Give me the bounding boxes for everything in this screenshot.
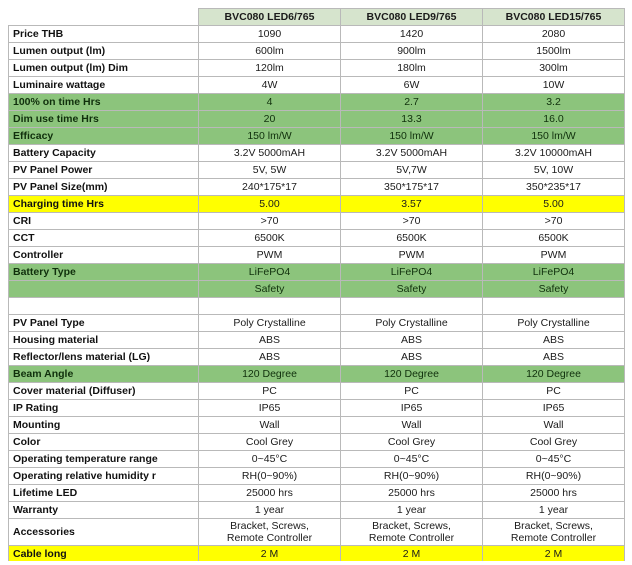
row-value: 25000 hrs xyxy=(341,485,483,502)
row-value: IP65 xyxy=(341,400,483,417)
row-label: Operating temperature range xyxy=(9,451,199,468)
row-value: 0~45°C xyxy=(341,451,483,468)
row-value: 1090 xyxy=(199,26,341,43)
row-value: 6W xyxy=(341,77,483,94)
row-value: 600lm xyxy=(199,43,341,60)
row-value: IP65 xyxy=(483,400,625,417)
row-value: LiFePO4 xyxy=(483,264,625,281)
table-row xyxy=(9,349,625,366)
table-row xyxy=(9,196,625,213)
table-header xyxy=(9,9,625,26)
table-row xyxy=(9,298,625,315)
row-value: 0~45°C xyxy=(199,451,341,468)
row-value: 120 Degree xyxy=(199,366,341,383)
row-value: 3.2 xyxy=(483,94,625,111)
bottom-strip xyxy=(0,561,632,565)
column-header-2: BVC080 LED9/765 xyxy=(341,9,483,26)
table-row xyxy=(9,77,625,94)
table-row xyxy=(9,502,625,519)
table-row xyxy=(9,281,625,298)
row-label: PV Panel Type xyxy=(9,315,199,332)
row-value: 5.00 xyxy=(199,196,341,213)
row-value: 2080 xyxy=(483,26,625,43)
table-row xyxy=(9,366,625,383)
row-value: 3.2V 5000mAH xyxy=(341,145,483,162)
row-value: 350*175*17 xyxy=(341,179,483,196)
row-label: Cable long xyxy=(9,546,199,563)
column-header-3: BVC080 LED15/765 xyxy=(483,9,625,26)
row-value: >70 xyxy=(341,213,483,230)
row-value: PWM xyxy=(341,247,483,264)
row-value: IP65 xyxy=(199,400,341,417)
row-value: 6500K xyxy=(483,230,625,247)
row-label: Accessories xyxy=(9,519,199,546)
row-value: 5V, 10W xyxy=(483,162,625,179)
row-value: Safety xyxy=(341,281,483,298)
row-value: 3.2V 5000mAH xyxy=(199,145,341,162)
row-label: IP Rating xyxy=(9,400,199,417)
row-label: Price THB xyxy=(9,26,199,43)
row-value: 1420 xyxy=(341,26,483,43)
row-value: RH(0~90%) xyxy=(199,468,341,485)
row-value: 2 M xyxy=(341,546,483,563)
row-value: PC xyxy=(341,383,483,400)
row-value: LiFePO4 xyxy=(341,264,483,281)
table-row xyxy=(9,485,625,502)
table-header-row xyxy=(9,9,625,26)
row-value: 25000 hrs xyxy=(483,485,625,502)
row-value: 25000 hrs xyxy=(199,485,341,502)
row-value: PWM xyxy=(199,247,341,264)
table-row xyxy=(9,434,625,451)
row-value: ABS xyxy=(341,349,483,366)
row-value: PWM xyxy=(483,247,625,264)
row-value: RH(0~90%) xyxy=(341,468,483,485)
spec-sheet xyxy=(0,8,632,565)
table-row xyxy=(9,179,625,196)
row-value: 900lm xyxy=(341,43,483,60)
row-value: 1 year xyxy=(483,502,625,519)
row-value: 120 Degree xyxy=(483,366,625,383)
table-row xyxy=(9,451,625,468)
table-row xyxy=(9,128,625,145)
row-value: 4W xyxy=(199,77,341,94)
row-label: PV Panel Size(mm) xyxy=(9,179,199,196)
row-label: Controller xyxy=(9,247,199,264)
row-value: 120lm xyxy=(199,60,341,77)
row-value: 5.00 xyxy=(483,196,625,213)
table-row xyxy=(9,264,625,281)
row-label: CRI xyxy=(9,213,199,230)
row-value: ABS xyxy=(483,332,625,349)
row-label: PV Panel Power xyxy=(9,162,199,179)
row-label xyxy=(9,298,199,315)
row-value: Wall xyxy=(483,417,625,434)
row-value: Cool Grey xyxy=(483,434,625,451)
row-value: 0~45°C xyxy=(483,451,625,468)
table-row xyxy=(9,400,625,417)
row-value: Poly Crystalline xyxy=(199,315,341,332)
table-row xyxy=(9,111,625,128)
row-value: 16.0 xyxy=(483,111,625,128)
specification-table xyxy=(8,8,625,563)
table-row xyxy=(9,417,625,434)
row-value: RH(0~90%) xyxy=(483,468,625,485)
row-value: ABS xyxy=(483,349,625,366)
row-value: Bracket, Screws, Remote Controller xyxy=(341,519,483,546)
table-row xyxy=(9,230,625,247)
table-row xyxy=(9,519,625,546)
row-value: 150 lm/W xyxy=(199,128,341,145)
row-value: PC xyxy=(483,383,625,400)
row-label: CCT xyxy=(9,230,199,247)
row-value: 240*175*17 xyxy=(199,179,341,196)
column-header-1: BVC080 LED6/765 xyxy=(199,9,341,26)
table-row xyxy=(9,383,625,400)
row-value: Cool Grey xyxy=(199,434,341,451)
row-value: ABS xyxy=(199,349,341,366)
row-value: 300lm xyxy=(483,60,625,77)
table-row xyxy=(9,60,625,77)
row-value: Poly Crystalline xyxy=(483,315,625,332)
row-value: 3.57 xyxy=(341,196,483,213)
row-value: 120 Degree xyxy=(341,366,483,383)
row-label: Charging time Hrs xyxy=(9,196,199,213)
row-value: Safety xyxy=(483,281,625,298)
table-row xyxy=(9,247,625,264)
row-value: 5V,7W xyxy=(341,162,483,179)
table-body xyxy=(9,26,625,563)
row-value: 6500K xyxy=(341,230,483,247)
table-row xyxy=(9,213,625,230)
row-label: Dim use time Hrs xyxy=(9,111,199,128)
row-value: 3.2V 10000mAH xyxy=(483,145,625,162)
row-value: 2.7 xyxy=(341,94,483,111)
row-label: Lumen output (lm) Dim xyxy=(9,60,199,77)
row-value: ABS xyxy=(199,332,341,349)
row-label xyxy=(9,281,199,298)
row-value: Safety xyxy=(199,281,341,298)
row-value: 4 xyxy=(199,94,341,111)
table-row xyxy=(9,468,625,485)
row-label: Cover material (Diffuser) xyxy=(9,383,199,400)
row-value: >70 xyxy=(199,213,341,230)
row-value: 2 M xyxy=(199,546,341,563)
row-value: Bracket, Screws, Remote Controller xyxy=(483,519,625,546)
row-value: 1 year xyxy=(199,502,341,519)
row-value: Poly Crystalline xyxy=(341,315,483,332)
row-value: Cool Grey xyxy=(341,434,483,451)
row-value: >70 xyxy=(483,213,625,230)
row-label: Mounting xyxy=(9,417,199,434)
table-row xyxy=(9,162,625,179)
column-header-blank xyxy=(9,9,199,26)
row-label: Efficacy xyxy=(9,128,199,145)
row-label: 100% on time Hrs xyxy=(9,94,199,111)
row-value: 180lm xyxy=(341,60,483,77)
table-row xyxy=(9,315,625,332)
row-value xyxy=(199,298,341,315)
row-value: Wall xyxy=(341,417,483,434)
table-row xyxy=(9,26,625,43)
row-label: Color xyxy=(9,434,199,451)
row-value: 20 xyxy=(199,111,341,128)
row-label: Lumen output (lm) xyxy=(9,43,199,60)
row-label: Battery Capacity xyxy=(9,145,199,162)
row-value: 5V, 5W xyxy=(199,162,341,179)
row-value: LiFePO4 xyxy=(199,264,341,281)
table-row xyxy=(9,43,625,60)
row-value: 13.3 xyxy=(341,111,483,128)
row-value: 350*235*17 xyxy=(483,179,625,196)
row-label: Housing material xyxy=(9,332,199,349)
row-value: 2 M xyxy=(483,546,625,563)
row-label: Warranty xyxy=(9,502,199,519)
table-row xyxy=(9,145,625,162)
row-value xyxy=(483,298,625,315)
row-value: Wall xyxy=(199,417,341,434)
row-value: 10W xyxy=(483,77,625,94)
table-row xyxy=(9,332,625,349)
row-value: ABS xyxy=(341,332,483,349)
row-label: Battery Type xyxy=(9,264,199,281)
row-label: Beam Angle xyxy=(9,366,199,383)
row-value: 1500lm xyxy=(483,43,625,60)
row-value: 150 lm/W xyxy=(483,128,625,145)
row-value: 1 year xyxy=(341,502,483,519)
row-label: Operating relative humidity r xyxy=(9,468,199,485)
row-value: 150 lm/W xyxy=(341,128,483,145)
row-value: 6500K xyxy=(199,230,341,247)
row-value: PC xyxy=(199,383,341,400)
table-row xyxy=(9,94,625,111)
row-label: Luminaire wattage xyxy=(9,77,199,94)
row-label: Lifetime LED xyxy=(9,485,199,502)
row-label: Reflector/lens material (LG) xyxy=(9,349,199,366)
row-value xyxy=(341,298,483,315)
row-value: Bracket, Screws, Remote Controller xyxy=(199,519,341,546)
